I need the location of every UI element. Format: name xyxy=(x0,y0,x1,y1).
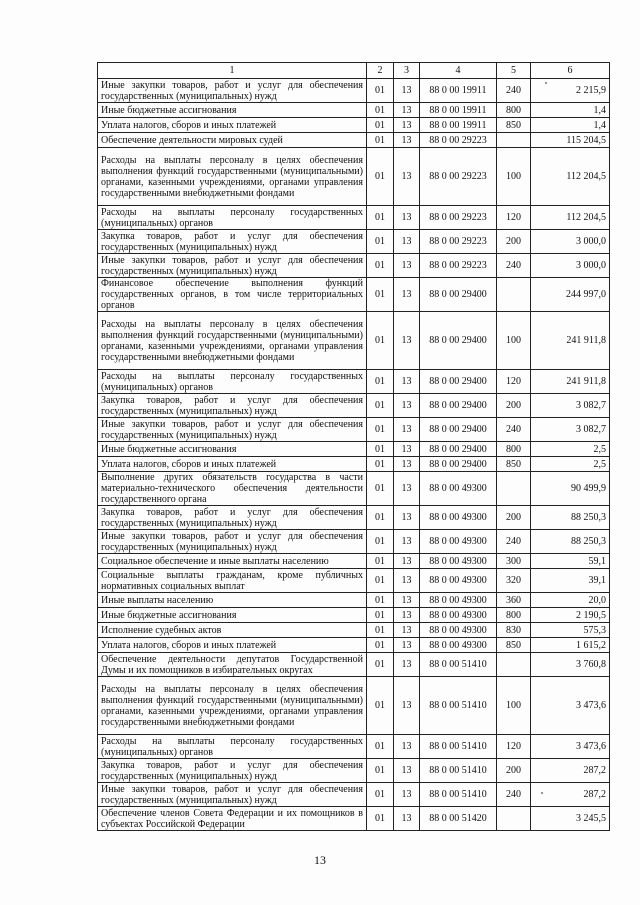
row-expense-type-cell: 120 xyxy=(497,206,531,230)
row-expense-type-cell: 360 xyxy=(497,593,531,608)
row-target-article-cell: 88 0 00 51420 xyxy=(420,807,497,831)
table-row xyxy=(98,118,610,133)
row-subsection-cell: 13 xyxy=(394,370,420,394)
table-row xyxy=(98,442,610,457)
scan-speck xyxy=(545,82,547,84)
row-subsection-cell: 13 xyxy=(394,593,420,608)
column-header: 1 xyxy=(98,63,367,79)
row-section-cell: 01 xyxy=(367,783,394,807)
row-subsection-cell: 13 xyxy=(394,118,420,133)
row-section-cell: 01 xyxy=(367,103,394,118)
row-section-cell: 01 xyxy=(367,148,394,206)
row-name-cell: Иные закупки товаров, работ и услуг для обеспечения государственных (муниципальных) нужд xyxy=(98,530,367,554)
row-section-cell: 01 xyxy=(367,807,394,831)
row-section-cell: 01 xyxy=(367,638,394,653)
row-expense-type-cell: 100 xyxy=(497,312,531,370)
row-expense-type-cell: 830 xyxy=(497,623,531,638)
row-section-cell: 01 xyxy=(367,677,394,735)
row-target-article-cell: 88 0 00 29223 xyxy=(420,254,497,278)
row-expense-type-cell xyxy=(497,807,531,831)
row-section-cell: 01 xyxy=(367,230,394,254)
row-amount-cell: 3 082,7 xyxy=(531,418,610,442)
table-row xyxy=(98,653,610,677)
column-header: 5 xyxy=(497,63,531,79)
row-section-cell: 01 xyxy=(367,394,394,418)
row-name-cell: Расходы на выплаты персоналу в целях обеспечения выполнения функций государственными (муниципальными) органами, казенными учреждениями, органами управления государственными внебюджетными фондами xyxy=(98,677,367,735)
table-row xyxy=(98,133,610,148)
row-name-cell: Расходы на выплаты персоналу государственных (муниципальных) органов xyxy=(98,735,367,759)
row-amount-cell: 2 215,9 xyxy=(531,79,610,103)
row-amount-cell: 1 615,2 xyxy=(531,638,610,653)
row-amount-cell: 112 204,5 xyxy=(531,206,610,230)
table-row xyxy=(98,79,610,103)
row-subsection-cell: 13 xyxy=(394,133,420,148)
table-row xyxy=(98,554,610,569)
row-subsection-cell: 13 xyxy=(394,677,420,735)
row-subsection-cell: 13 xyxy=(394,418,420,442)
page-number: 13 xyxy=(314,853,326,867)
row-expense-type-cell: 200 xyxy=(497,394,531,418)
table-row xyxy=(98,807,610,831)
row-amount-cell: 2,5 xyxy=(531,442,610,457)
row-expense-type-cell: 100 xyxy=(497,677,531,735)
row-amount-cell: 59,1 xyxy=(531,554,610,569)
row-name-cell: Расходы на выплаты персоналу государственных (муниципальных) органов xyxy=(98,206,367,230)
row-subsection-cell: 13 xyxy=(394,457,420,472)
row-target-article-cell: 88 0 00 49300 xyxy=(420,472,497,506)
row-subsection-cell: 13 xyxy=(394,569,420,593)
row-expense-type-cell: 240 xyxy=(497,254,531,278)
row-section-cell: 01 xyxy=(367,569,394,593)
row-subsection-cell: 13 xyxy=(394,759,420,783)
row-name-cell: Выполнение других обязательств государства в части материально-технического обеспечения деятельности государственного органа xyxy=(98,472,367,506)
row-name-cell: Уплата налогов, сборов и иных платежей xyxy=(98,118,367,133)
row-name-cell: Закупка товаров, работ и услуг для обеспечения государственных (муниципальных) нужд xyxy=(98,230,367,254)
row-target-article-cell: 88 0 00 29223 xyxy=(420,133,497,148)
row-subsection-cell: 13 xyxy=(394,254,420,278)
row-name-cell: Иные закупки товаров, работ и услуг для обеспечения государственных (муниципальных) нужд xyxy=(98,418,367,442)
table-row xyxy=(98,230,610,254)
row-expense-type-cell: 800 xyxy=(497,442,531,457)
table-row xyxy=(98,472,610,506)
row-name-cell: Исполнение судебных актов xyxy=(98,623,367,638)
row-subsection-cell: 13 xyxy=(394,735,420,759)
row-name-cell: Уплата налогов, сборов и иных платежей xyxy=(98,638,367,653)
row-target-article-cell: 88 0 00 51410 xyxy=(420,677,497,735)
table-row xyxy=(98,783,610,807)
row-amount-cell: 88 250,3 xyxy=(531,506,610,530)
row-expense-type-cell: 200 xyxy=(497,506,531,530)
row-target-article-cell: 88 0 00 29400 xyxy=(420,418,497,442)
row-name-cell: Обеспечение деятельности мировых судей xyxy=(98,133,367,148)
row-amount-cell: 3 760,8 xyxy=(531,653,610,677)
row-amount-cell: 115 204,5 xyxy=(531,133,610,148)
row-name-cell: Расходы на выплаты персоналу в целях обеспечения выполнения функций государственными (муниципальными) органами, казенными учреждениями, органами управления государственными внебюджетными фондами xyxy=(98,148,367,206)
row-target-article-cell: 88 0 00 19911 xyxy=(420,118,497,133)
row-subsection-cell: 13 xyxy=(394,103,420,118)
row-name-cell: Иные бюджетные ассигнования xyxy=(98,442,367,457)
row-target-article-cell: 88 0 00 49300 xyxy=(420,623,497,638)
row-expense-type-cell: 240 xyxy=(497,418,531,442)
column-header: 4 xyxy=(420,63,497,79)
table-row xyxy=(98,418,610,442)
row-name-cell: Иные выплаты населению xyxy=(98,593,367,608)
row-subsection-cell: 13 xyxy=(394,230,420,254)
row-target-article-cell: 88 0 00 29223 xyxy=(420,148,497,206)
row-amount-cell: 39,1 xyxy=(531,569,610,593)
row-subsection-cell: 13 xyxy=(394,638,420,653)
row-expense-type-cell xyxy=(497,278,531,312)
row-amount-cell: 90 499,9 xyxy=(531,472,610,506)
row-amount-cell: 2 190,5 xyxy=(531,608,610,623)
row-expense-type-cell: 120 xyxy=(497,370,531,394)
column-header: 3 xyxy=(394,63,420,79)
row-target-article-cell: 88 0 00 29400 xyxy=(420,394,497,418)
scan-speck xyxy=(541,792,543,794)
row-name-cell: Закупка товаров, работ и услуг для обеспечения государственных (муниципальных) нужд xyxy=(98,759,367,783)
row-subsection-cell: 13 xyxy=(394,79,420,103)
row-expense-type-cell: 240 xyxy=(497,530,531,554)
table-row xyxy=(98,506,610,530)
row-name-cell: Социальные выплаты гражданам, кроме публичных нормативных социальных выплат xyxy=(98,569,367,593)
row-amount-cell: 3 000,0 xyxy=(531,254,610,278)
row-expense-type-cell xyxy=(497,472,531,506)
row-target-article-cell: 88 0 00 29223 xyxy=(420,230,497,254)
row-expense-type-cell: 850 xyxy=(497,638,531,653)
column-header: 6 xyxy=(531,63,610,79)
row-name-cell: Социальное обеспечение и иные выплаты населению xyxy=(98,554,367,569)
row-subsection-cell: 13 xyxy=(394,807,420,831)
row-amount-cell: 3 473,6 xyxy=(531,735,610,759)
row-section-cell: 01 xyxy=(367,593,394,608)
table-row xyxy=(98,457,610,472)
row-target-article-cell: 88 0 00 29400 xyxy=(420,278,497,312)
row-amount-cell: 2,5 xyxy=(531,457,610,472)
row-target-article-cell: 88 0 00 49300 xyxy=(420,593,497,608)
row-expense-type-cell xyxy=(497,653,531,677)
table-row xyxy=(98,254,610,278)
table-row xyxy=(98,394,610,418)
row-amount-cell: 3 473,6 xyxy=(531,677,610,735)
row-subsection-cell: 13 xyxy=(394,506,420,530)
budget-table xyxy=(97,62,610,831)
row-name-cell: Закупка товаров, работ и услуг для обеспечения государственных (муниципальных) нужд xyxy=(98,394,367,418)
row-subsection-cell: 13 xyxy=(394,206,420,230)
table-row xyxy=(98,638,610,653)
row-amount-cell: 1,4 xyxy=(531,103,610,118)
row-name-cell: Иные закупки товаров, работ и услуг для обеспечения государственных (муниципальных) нужд xyxy=(98,783,367,807)
row-expense-type-cell: 850 xyxy=(497,118,531,133)
row-target-article-cell: 88 0 00 49300 xyxy=(420,638,497,653)
row-subsection-cell: 13 xyxy=(394,312,420,370)
row-amount-cell: 88 250,3 xyxy=(531,530,610,554)
table-row xyxy=(98,312,610,370)
row-amount-cell: 241 911,8 xyxy=(531,370,610,394)
row-target-article-cell: 88 0 00 49300 xyxy=(420,530,497,554)
row-section-cell: 01 xyxy=(367,442,394,457)
row-amount-cell: 112 204,5 xyxy=(531,148,610,206)
table-row xyxy=(98,677,610,735)
row-section-cell: 01 xyxy=(367,457,394,472)
row-target-article-cell: 88 0 00 29400 xyxy=(420,457,497,472)
row-expense-type-cell: 200 xyxy=(497,230,531,254)
table-row xyxy=(98,148,610,206)
table-row xyxy=(98,370,610,394)
table-row xyxy=(98,530,610,554)
row-target-article-cell: 88 0 00 49300 xyxy=(420,554,497,569)
row-name-cell: Уплата налогов, сборов и иных платежей xyxy=(98,457,367,472)
row-target-article-cell: 88 0 00 49300 xyxy=(420,506,497,530)
table-row xyxy=(98,759,610,783)
row-expense-type-cell: 300 xyxy=(497,554,531,569)
row-subsection-cell: 13 xyxy=(394,554,420,569)
row-amount-cell: 287,2 xyxy=(531,759,610,783)
row-expense-type-cell: 800 xyxy=(497,608,531,623)
row-expense-type-cell xyxy=(497,133,531,148)
row-section-cell: 01 xyxy=(367,653,394,677)
row-expense-type-cell: 200 xyxy=(497,759,531,783)
table-row xyxy=(98,593,610,608)
row-amount-cell: 3 000,0 xyxy=(531,230,610,254)
row-section-cell: 01 xyxy=(367,206,394,230)
table-row xyxy=(98,608,610,623)
row-section-cell: 01 xyxy=(367,278,394,312)
row-section-cell: 01 xyxy=(367,623,394,638)
row-subsection-cell: 13 xyxy=(394,783,420,807)
row-name-cell: Расходы на выплаты персоналу государственных (муниципальных) органов xyxy=(98,370,367,394)
row-target-article-cell: 88 0 00 29400 xyxy=(420,312,497,370)
row-name-cell: Иные закупки товаров, работ и услуг для обеспечения государственных (муниципальных) нужд xyxy=(98,79,367,103)
row-expense-type-cell: 100 xyxy=(497,148,531,206)
row-name-cell: Финансовое обеспечение выполнения функций государственных органов, в том числе территориальных органов xyxy=(98,278,367,312)
row-name-cell: Обеспечение деятельности депутатов Государственной Думы и их помощников в избирательных округах xyxy=(98,653,367,677)
row-section-cell: 01 xyxy=(367,370,394,394)
column-header: 2 xyxy=(367,63,394,79)
row-target-article-cell: 88 0 00 29400 xyxy=(420,370,497,394)
row-section-cell: 01 xyxy=(367,735,394,759)
table-row xyxy=(98,206,610,230)
row-expense-type-cell: 800 xyxy=(497,103,531,118)
row-name-cell: Обеспечение членов Совета Федерации и их помощников в субъектах Российской Федерации xyxy=(98,807,367,831)
row-target-article-cell: 88 0 00 19911 xyxy=(420,103,497,118)
row-section-cell: 01 xyxy=(367,608,394,623)
row-amount-cell: 287,2 xyxy=(531,783,610,807)
row-target-article-cell: 88 0 00 49300 xyxy=(420,569,497,593)
row-amount-cell: 241 911,8 xyxy=(531,312,610,370)
table-row xyxy=(98,569,610,593)
row-section-cell: 01 xyxy=(367,759,394,783)
row-target-article-cell: 88 0 00 51410 xyxy=(420,653,497,677)
row-target-article-cell: 88 0 00 51410 xyxy=(420,783,497,807)
table-row xyxy=(98,278,610,312)
row-section-cell: 01 xyxy=(367,79,394,103)
row-expense-type-cell: 850 xyxy=(497,457,531,472)
row-amount-cell: 575,3 xyxy=(531,623,610,638)
row-amount-cell: 3 245,5 xyxy=(531,807,610,831)
row-target-article-cell: 88 0 00 29400 xyxy=(420,442,497,457)
row-target-article-cell: 88 0 00 19911 xyxy=(420,79,497,103)
row-section-cell: 01 xyxy=(367,554,394,569)
row-section-cell: 01 xyxy=(367,506,394,530)
row-expense-type-cell: 240 xyxy=(497,79,531,103)
row-target-article-cell: 88 0 00 29223 xyxy=(420,206,497,230)
row-expense-type-cell: 320 xyxy=(497,569,531,593)
row-amount-cell: 244 997,0 xyxy=(531,278,610,312)
row-name-cell: Расходы на выплаты персоналу в целях обеспечения выполнения функций государственными (муниципальными) органами, казенными учреждениями, органами управления государственными внебюджетными фондами xyxy=(98,312,367,370)
row-amount-cell: 1,4 xyxy=(531,118,610,133)
row-section-cell: 01 xyxy=(367,312,394,370)
row-subsection-cell: 13 xyxy=(394,530,420,554)
row-target-article-cell: 88 0 00 51410 xyxy=(420,735,497,759)
table-row xyxy=(98,103,610,118)
row-section-cell: 01 xyxy=(367,133,394,148)
row-section-cell: 01 xyxy=(367,418,394,442)
row-subsection-cell: 13 xyxy=(394,608,420,623)
row-section-cell: 01 xyxy=(367,472,394,506)
row-section-cell: 01 xyxy=(367,530,394,554)
row-name-cell: Иные бюджетные ассигнования xyxy=(98,608,367,623)
row-expense-type-cell: 120 xyxy=(497,735,531,759)
table-row xyxy=(98,735,610,759)
row-section-cell: 01 xyxy=(367,118,394,133)
row-subsection-cell: 13 xyxy=(394,623,420,638)
row-target-article-cell: 88 0 00 49300 xyxy=(420,608,497,623)
row-name-cell: Закупка товаров, работ и услуг для обеспечения государственных (муниципальных) нужд xyxy=(98,506,367,530)
row-subsection-cell: 13 xyxy=(394,278,420,312)
row-amount-cell: 20,0 xyxy=(531,593,610,608)
row-subsection-cell: 13 xyxy=(394,653,420,677)
table-header-row xyxy=(98,63,610,79)
row-section-cell: 01 xyxy=(367,254,394,278)
row-amount-cell: 3 082,7 xyxy=(531,394,610,418)
row-expense-type-cell: 240 xyxy=(497,783,531,807)
row-subsection-cell: 13 xyxy=(394,442,420,457)
table-row xyxy=(98,623,610,638)
row-subsection-cell: 13 xyxy=(394,148,420,206)
row-name-cell: Иные бюджетные ассигнования xyxy=(98,103,367,118)
row-target-article-cell: 88 0 00 51410 xyxy=(420,759,497,783)
row-subsection-cell: 13 xyxy=(394,394,420,418)
row-subsection-cell: 13 xyxy=(394,472,420,506)
row-name-cell: Иные закупки товаров, работ и услуг для обеспечения государственных (муниципальных) нужд xyxy=(98,254,367,278)
